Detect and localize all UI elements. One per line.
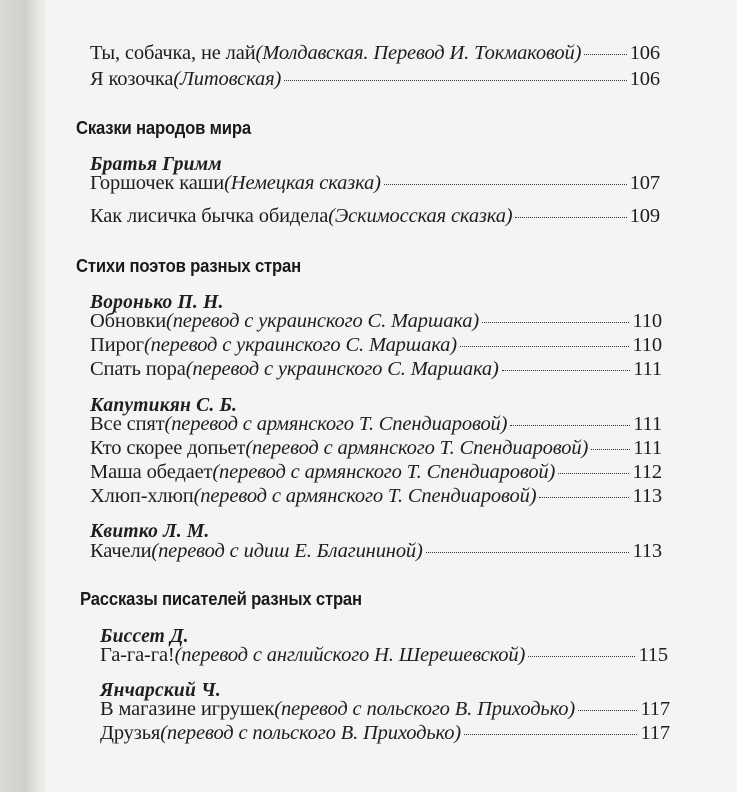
section-heading: Рассказы писателей разных стран — [80, 588, 362, 609]
toc-entry — [90, 437, 662, 460]
toc-entry — [100, 722, 670, 745]
entry-title: В магазине игрушек — [100, 698, 275, 720]
toc-entry — [90, 310, 662, 333]
entry-note: (Молдавская. Перевод И. Токмаковой) — [255, 42, 582, 64]
entry-title: Горшочек каши — [90, 172, 225, 194]
entry-page-number: 115 — [638, 644, 668, 666]
toc-entry — [90, 413, 662, 436]
dot-leader — [426, 552, 630, 553]
dot-leader — [384, 184, 627, 185]
dot-leader — [510, 425, 630, 426]
entry-title: Обновки — [90, 310, 167, 332]
toc-entry — [90, 358, 662, 381]
entry-note: (перевод с армянского Т. Спендиаровой) — [245, 437, 589, 459]
author-name: Квитко Л. М. — [90, 521, 210, 542]
author-name: Биссет Д. — [100, 626, 189, 647]
toc-entry — [90, 205, 660, 228]
entry-page-number: 112 — [632, 461, 662, 483]
entry-note: (перевод с украинского С. Маршака) — [185, 358, 499, 380]
entry-title: Как лисичка бычка обидела — [90, 205, 329, 227]
dot-leader — [460, 346, 630, 347]
dot-leader — [528, 656, 635, 657]
author-name: Капутикян С. Б. — [90, 395, 238, 416]
entry-title: Пирог — [90, 334, 144, 356]
entry-title: Я козочка — [90, 68, 174, 90]
entry-page-number: 111 — [633, 437, 662, 459]
entry-page-number: 110 — [632, 334, 662, 356]
entry-page-number: 111 — [633, 358, 662, 380]
toc-entry — [90, 485, 662, 508]
dot-leader — [482, 322, 629, 323]
entry-note: (перевод с польского В. Приходько) — [274, 698, 576, 720]
toc-entry — [90, 334, 662, 357]
toc-entry — [90, 68, 660, 91]
entry-page-number: 111 — [633, 413, 662, 435]
toc-entry — [100, 698, 670, 721]
entry-title: Хлюп-хлюп — [90, 485, 194, 507]
entry-title: Маша обедает — [90, 461, 213, 483]
entry-title: Кто скорее допьет — [90, 437, 246, 459]
entry-title: Друзья — [100, 722, 161, 744]
dot-leader — [584, 54, 626, 55]
entry-note: (перевод с польского В. Приходько) — [160, 722, 461, 744]
author-name: Янчарский Ч. — [100, 680, 221, 701]
entry-page-number: 106 — [629, 68, 660, 90]
entry-note: (перевод с армянского Т. Спендиаровой) — [212, 461, 556, 483]
dot-leader — [464, 734, 637, 735]
entry-page-number: 113 — [632, 485, 662, 507]
author-name: Братья Гримм — [90, 154, 222, 175]
dot-leader — [539, 497, 629, 498]
entry-note: (Немецкая сказка) — [224, 172, 381, 194]
section-heading: Стихи поэтов разных стран — [76, 255, 301, 276]
toc-entry — [90, 172, 660, 195]
dot-leader — [591, 449, 630, 450]
entry-title: Качели — [90, 540, 152, 562]
entry-page-number: 110 — [632, 310, 662, 332]
entry-page-number: 106 — [629, 42, 660, 64]
dot-leader — [578, 710, 637, 711]
entry-title: Ты, собачка, не лай — [90, 42, 256, 64]
section-heading: Сказки народов мира — [76, 117, 251, 138]
entry-note: (перевод с армянского Т. Спендиаровой) — [193, 485, 537, 507]
entry-note: (перевод с идиш Е. Благининой) — [151, 540, 423, 562]
entry-page-number: 109 — [629, 205, 660, 227]
toc-entry — [90, 461, 662, 484]
toc-entry — [90, 42, 660, 65]
dot-leader — [558, 473, 629, 474]
entry-page-number: 113 — [632, 540, 662, 562]
toc-entry — [100, 644, 668, 667]
entry-title: Га-га-га! — [100, 644, 175, 666]
author-name: Воронько П. Н. — [90, 292, 224, 313]
entry-note: (перевод с английского Н. Шерешевской) — [174, 644, 526, 666]
entry-note: (перевод с украинского С. Маршака) — [166, 310, 479, 332]
entry-note: (перевод с армянского Т. Спендиаровой) — [164, 413, 508, 435]
entry-note: (Литовская) — [173, 68, 282, 90]
dot-leader — [284, 80, 627, 81]
entry-note: (перевод с украинского С. Маршака) — [143, 334, 457, 356]
dot-leader — [502, 370, 631, 371]
entry-title: Все спят — [90, 413, 165, 435]
entry-title: Спать пора — [90, 358, 186, 380]
entry-page-number: 117 — [640, 722, 670, 744]
entry-page-number: 107 — [629, 172, 660, 194]
entry-page-number: 117 — [640, 698, 670, 720]
toc-entry — [90, 540, 662, 563]
dot-leader — [515, 217, 626, 218]
entry-note: (Эскимосская сказка) — [328, 205, 513, 227]
